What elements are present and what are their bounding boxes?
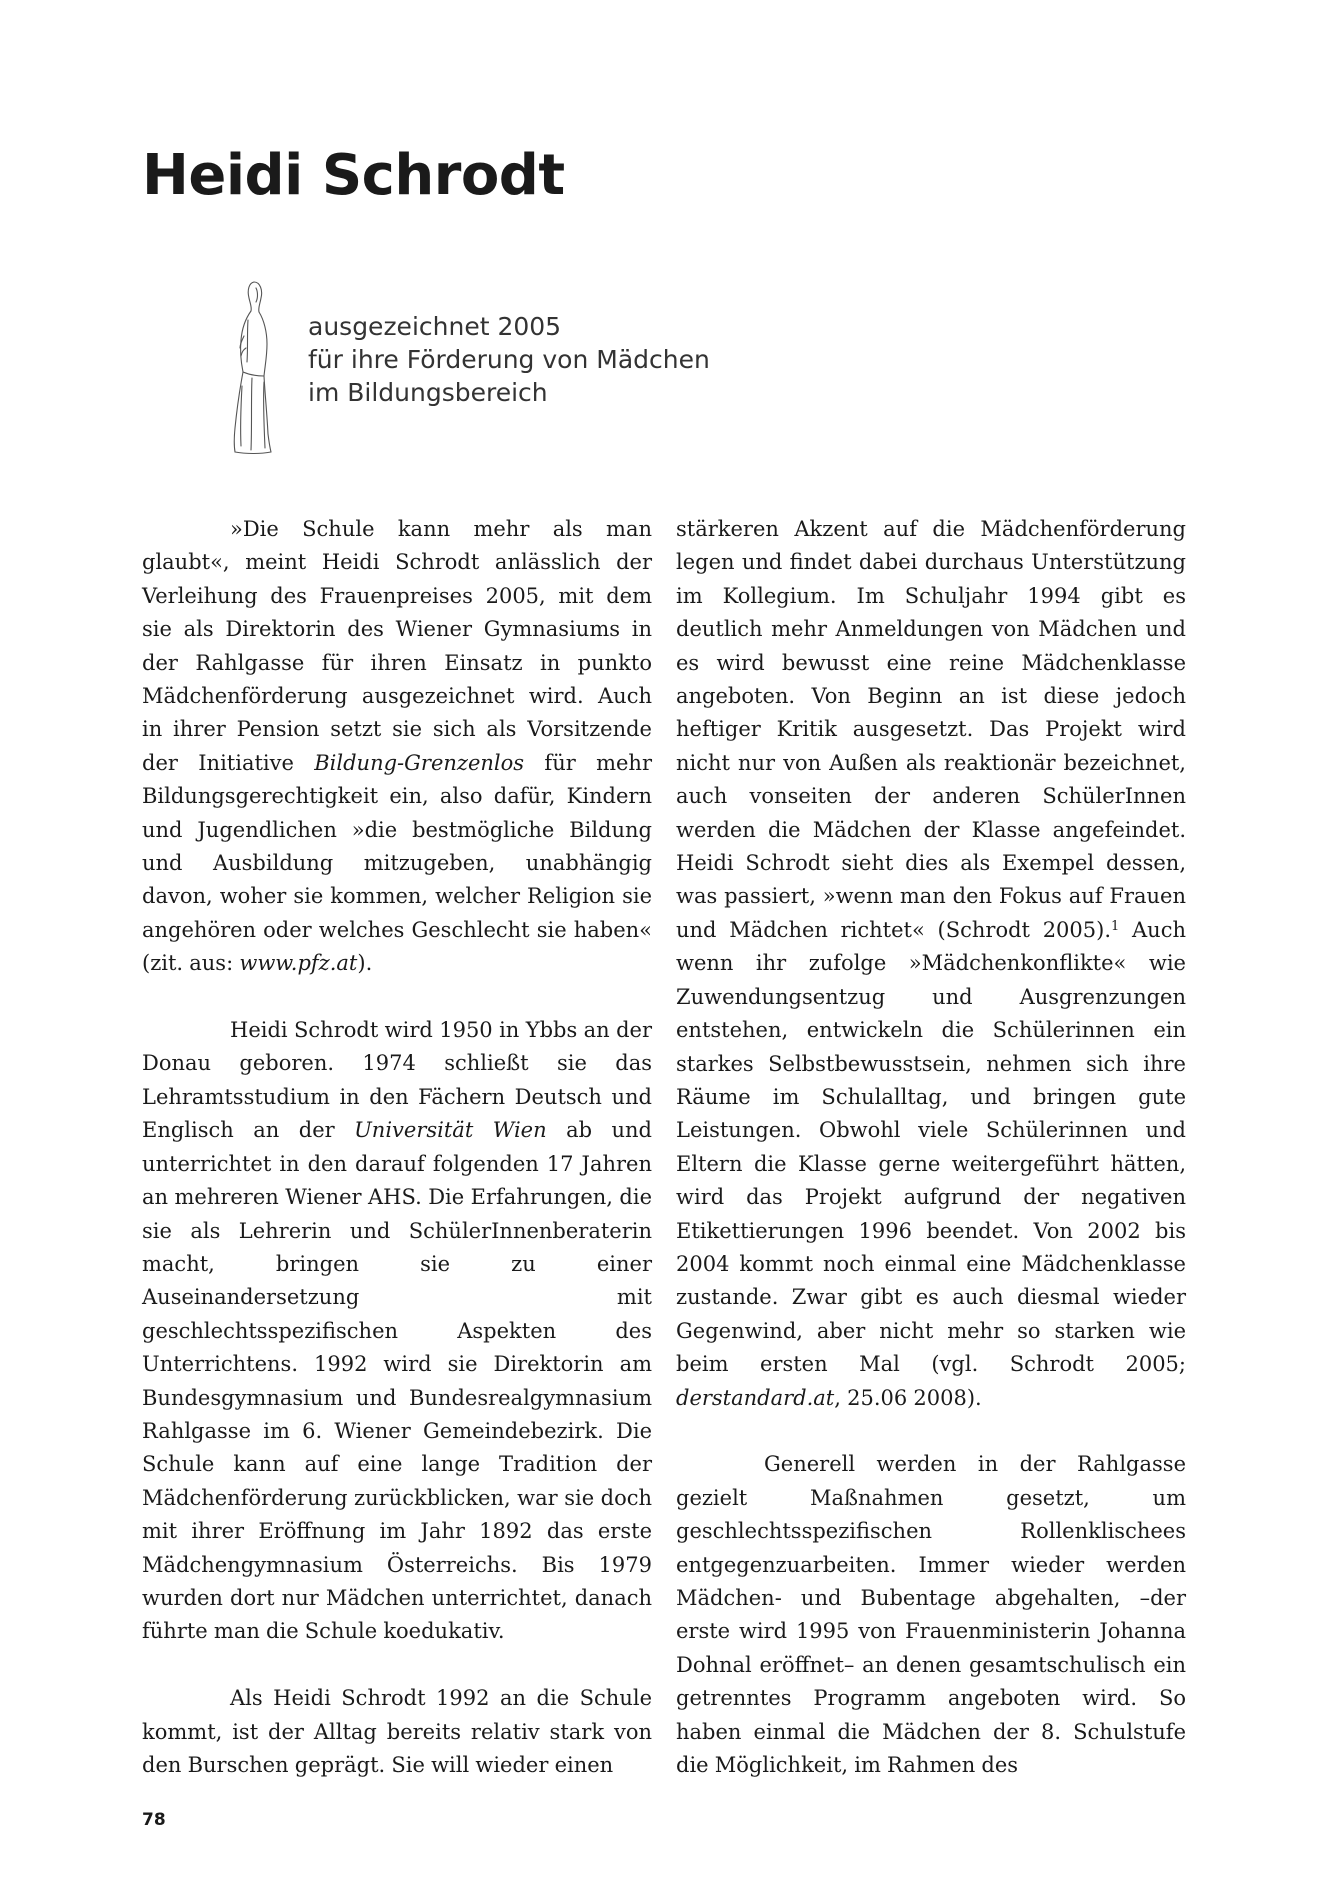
text-column-right (676, 513, 1186, 1782)
woman-figure-sketch (230, 278, 278, 458)
award-field-line: im Bildungsbereich (308, 378, 548, 407)
page-number: 78 (142, 1810, 166, 1830)
award-info (308, 310, 710, 409)
paragraph-3: Als Heidi Schrodt 1992 an die Schule kommt, ist der Alltag bereits relativ stark von den Burschen geprägt. Sie will wieder einen (142, 1686, 652, 1777)
award-reason-line: für ihre Förderung von Mädchen (308, 345, 710, 374)
page-title: Heidi Schrodt (142, 143, 565, 208)
footnote-marker: 1 (1111, 918, 1120, 934)
paragraph-2: Heidi Schrodt wird 1950 in Ybbs an der Donau geboren. 1974 schließt sie das Lehramtsstudium in den Fächern Deutsch und Englisch an der Universität Wien ab und unterrichtet in den darauf folgenden 17 Jahren an mehreren Wiener AHS. Die Erfahrungen, die sie als Lehrerin und SchülerInnenberaterin macht, bringen sie zu einer Auseinandersetzung mit geschlechtsspezifischen Aspekten des Unterrichtens. 1992 wird sie Direktorin am Bundesgymnasium und Bundesrealgymnasium Rahlgasse im 6. Wiener Gemeindebezirk. Die Schule kann auf eine lange Tradition der Mädchenförderung zurückblicken, war sie doch mit ihrer Eröffnung im Jahr 1892 das erste Mädchengymnasium Österreichs. Bis 1979 wurden dort nur Mädchen unterrichtet, danach führte man die Schule koedukativ. (142, 1018, 652, 1644)
text-column-left (142, 513, 652, 1782)
paragraph-5: Generell werden in der Rahlgasse gezielt Maßnahmen gesetzt, um geschlechtsspezifischen Rollenklischees entgegenzuarbeiten. Immer wieder werden Mädchen- und Bubentage abgehalten, –der erste wird 1995 von Frauenministerin Johanna Dohnal eröffnet– an denen gesamtschulisch ein getrenntes Programm angeboten wird. So haben einmal die Mädchen der 8. Schulstufe die Möglichkeit, im Rahmen des (676, 1452, 1186, 1778)
award-year-line: ausgezeichnet 2005 (308, 312, 562, 341)
paragraph-4: stärkeren Akzent auf die Mädchenförderung legen und findet dabei durchaus Unterstützung im Kollegium. Im Schuljahr 1994 gibt es deutlich mehr Anmeldungen von Mädchen und es wird bewusst eine reine Mädchenklasse angeboten. Von Beginn an ist diese jedoch heftiger Kritik ausgesetzt. Das Projekt wird nicht nur von Außen als reaktionär bezeichnet, auch vonseiten der anderen SchülerInnen werden die Mädchen der Klasse angefeindet. Heidi Schrodt sieht dies als Exempel dessen, was passiert, »wenn man den Fokus auf Frauen und Mädchen richtet« (Schrodt 2005).$^1$ Auch wenn ihr zufolge »Mädchenkonflikte« wie Zuwendungsentzug und Ausgrenzungen entstehen, entwickeln die Schülerinnen ein starkes Selbstbewusstsein, nehmen sich ihre Räume im Schulalltag, und bringen gute Leistungen. Obwohl viele Schülerinnen und Eltern die Klasse gerne weitergeführt hätten, wird das Projekt aufgrund der negativen Etikettierungen 1996 beendet. Von 2002 bis 2004 kommt noch einmal eine Mädchenklasse zustande. Zwar gibt es auch diesmal wieder Gegenwind, aber nicht mehr so starken wie beim ersten Mal (vgl. Schrodt 2005; derstandard.at, 25.06 2008). (676, 517, 1186, 1410)
paragraph-1: »Die Schule kann mehr als man glaubt«, meint Heidi Schrodt anlässlich der Verleihung des Frauenpreises 2005, mit dem sie als Direktorin des Wiener Gymnasiums in der Rahlgasse für ihren Einsatz in punkto Mädchenförderung ausgezeichnet wird. Auch in ihrer Pension setzt sie sich als Vorsitzende der Initiative Bildung-Grenzenlos für mehr Bildungsgerechtigkeit ein, also dafür, Kindern und Jugendlichen »die bestmögliche Bildung und Ausbildung mitzugeben, unabhängig davon, woher sie kommen, welcher Religion sie angehören oder welches Geschlecht sie haben« (zit. aus: www.pfz.at). (142, 517, 652, 976)
